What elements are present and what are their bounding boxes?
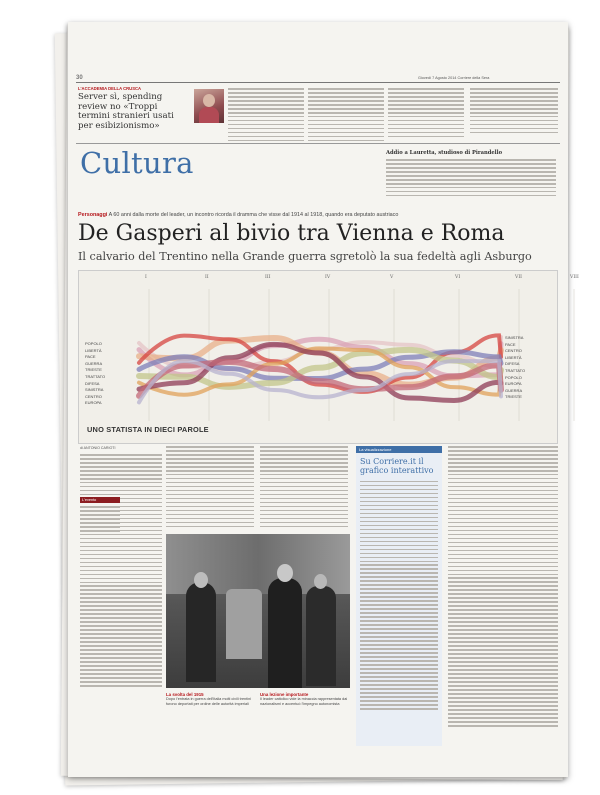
caption-right <box>260 692 350 706</box>
evento-label: L'evento <box>80 497 120 503</box>
visualization-box <box>356 446 442 746</box>
top-story-text-col2 <box>308 88 384 144</box>
stream-label-right: SINISTRA <box>505 335 524 340</box>
caption-left-text: Dopo l'entrata in guerra dell'Italia molti civili trentini furono deportati per ordine delle autorità imperiali <box>166 697 252 706</box>
period-label: V <box>390 275 394 280</box>
stream-label-right: TRIESTE <box>505 394 522 400</box>
top-story-text-col1 <box>228 88 304 144</box>
period-label: III <box>265 275 271 280</box>
infographic-right-labels <box>505 335 555 401</box>
article-byline: di ANTONIO CARIOTI <box>80 446 116 450</box>
period-label: I <box>145 275 147 280</box>
period-label: VII <box>515 275 522 280</box>
infographic-svg <box>79 271 557 443</box>
article-kicker-line <box>78 212 558 218</box>
page-number: 30 <box>76 75 83 81</box>
stream-label-right: TRATTATO <box>505 367 526 373</box>
top-story-text-col4 <box>470 88 558 136</box>
stream-label-left: EUROPA <box>85 400 102 406</box>
visualization-title: Su Corriere.it il grafico interattivo <box>360 457 434 476</box>
stream-label-left: TRATTATO <box>85 373 106 379</box>
period-label: IV <box>325 275 331 280</box>
article-kicker-text: A 60 anni dalla morte del leader, un incontro ricorda il dramma che visse dal 1914 al 1918, quando era deputato austriaco <box>108 212 399 218</box>
stream-label-right: EUROPA <box>505 381 522 387</box>
stream-label-right: POPOLO <box>505 374 522 380</box>
stream-label-right: CENTRO <box>505 348 522 354</box>
stream-label-right: GUERRA <box>505 387 523 393</box>
portrait-photo <box>194 89 224 123</box>
stream-label-left: CENTRO <box>85 393 102 399</box>
stream-label-right: LIBERTÀ <box>505 354 522 360</box>
evento-box <box>80 497 120 577</box>
caption-right-title: Una lezione importante <box>260 692 309 697</box>
article-subheadline: Il calvario del Trentino nella Grande guerra sgretolò la sua fedeltà agli Asburgo <box>78 250 532 263</box>
stream-label-left: TRIESTE <box>85 367 102 373</box>
article-kicker: Personaggi <box>78 212 108 218</box>
article-text-col3 <box>260 446 348 530</box>
period-label: II <box>205 275 209 280</box>
date-line: Giovedì 7 Agosto 2014 Corriere della Sera <box>418 76 490 80</box>
stream-label-left: POPOLO <box>85 341 102 346</box>
newspaper-page <box>68 22 579 777</box>
stream-label-right: PACE <box>505 341 516 347</box>
historic-photo <box>166 534 350 688</box>
infographic-period-labels <box>79 275 579 295</box>
caption-left <box>166 692 256 706</box>
stream-label-left: DIFESA <box>85 380 100 386</box>
top-story-headline: Server sì, spending review no «Troppi termini stranieri usati per esibizionismo» <box>78 92 174 131</box>
article-headline: De Gasperi al bivio tra Vienna e Roma <box>78 221 505 246</box>
visualization-label: La visualizzazione <box>356 446 442 453</box>
sidebar-text <box>386 159 556 199</box>
infographic-left-labels <box>85 341 145 407</box>
top-story-text-col3 <box>388 88 464 140</box>
article-text-col2 <box>166 446 254 530</box>
stream-label-left: GUERRA <box>85 360 103 366</box>
stream-label-left: LIBERTÀ <box>85 347 102 353</box>
stream-label-left: PACE <box>85 354 96 360</box>
caption-right-text: Il leader cattolico vide la minaccia rappresentata dai nazionalismi e accentuò l'impegno autonomista <box>260 697 348 706</box>
section-title: Cultura <box>80 146 194 180</box>
infographic-panel <box>78 270 579 444</box>
stream-label-right: DIFESA <box>505 361 520 367</box>
stream-label-left: SINISTRA <box>85 387 104 393</box>
sidebar-headline: Addio a Lauretta, studioso di Pirandello <box>386 150 503 156</box>
infographic-title: UNO STATISTA IN DIECI PAROLE <box>87 425 209 434</box>
article-text-col5 <box>448 446 558 729</box>
period-label: VIII <box>570 275 579 280</box>
top-story-kicker: L'ACCADEMIA DELLA CRUSCA <box>78 86 142 91</box>
period-label: VI <box>455 275 461 280</box>
caption-left-title: La svolta del 1915 <box>166 692 204 697</box>
